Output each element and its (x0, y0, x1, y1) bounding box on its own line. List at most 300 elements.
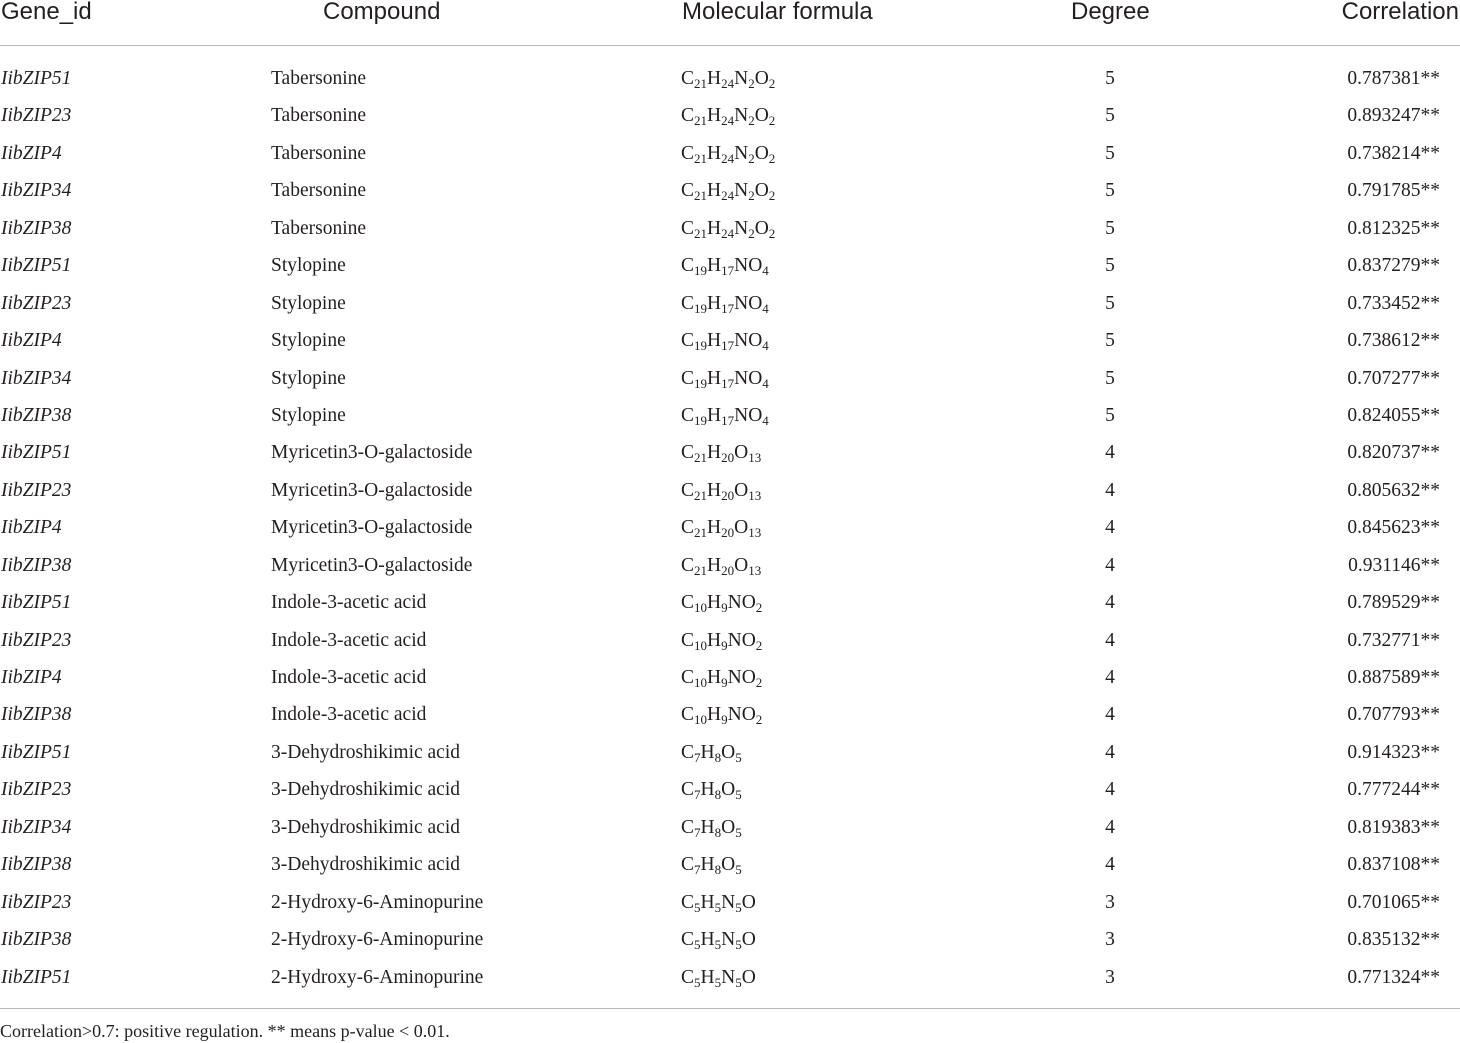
formula-subscript: 17 (721, 263, 735, 279)
gene-id-cell: IibZIP51 (1, 741, 72, 763)
formula-element: C (681, 891, 695, 913)
formula-subscript: 21 (694, 487, 708, 503)
header-molecular-formula: Molecular formula (682, 0, 873, 25)
degree-cell: 3 (1105, 929, 1115, 951)
correlation-cell: 0.887589** (1347, 667, 1440, 688)
correlation-cell: 0.805632** (1347, 479, 1440, 501)
formula-element: H (707, 629, 722, 651)
correlation-cell: 0.707277** (1347, 367, 1440, 389)
degree-cell: 5 (1105, 255, 1115, 277)
formula-element: C (681, 779, 695, 801)
formula-element: NO (734, 292, 763, 314)
correlation-cell: 0.789529** (1347, 592, 1440, 614)
degree-cell: 5 (1105, 68, 1115, 89)
formula-element: H (707, 442, 722, 464)
formula-element: O (721, 741, 736, 763)
correlation-cell: 0.701065** (1347, 891, 1440, 913)
formula-subscript: 19 (694, 300, 708, 316)
formula-subscript: 2 (748, 76, 755, 91)
molecular-formula-cell (681, 247, 769, 284)
formula-element: C (681, 330, 695, 352)
table-row (0, 397, 1460, 434)
formula-subscript: 5 (735, 749, 742, 765)
gene-id-cell: IibZIP38 (1, 554, 72, 576)
formula-subscript: 24 (721, 113, 735, 129)
table-row (0, 584, 1460, 621)
formula-subscript: 17 (721, 338, 735, 354)
formula-element: N (721, 966, 736, 988)
molecular-formula-cell (681, 771, 742, 808)
formula-element: O (734, 517, 749, 539)
formula-element: C (681, 217, 695, 239)
gene-id-cell: IibZIP4 (1, 517, 62, 539)
table-row (0, 360, 1460, 397)
formula-element: NO (734, 255, 763, 277)
correlation-cell: 0.732771** (1347, 629, 1440, 651)
molecular-formula-cell (681, 959, 756, 996)
table-row (0, 771, 1460, 808)
formula-subscript: 20 (721, 525, 735, 541)
correlation-cell: 0.738214** (1347, 142, 1440, 164)
molecular-formula-cell (681, 97, 775, 134)
formula-subscript: 5 (735, 862, 742, 878)
header-degree: Degree (1071, 0, 1150, 25)
header-compound: Compound (323, 0, 441, 25)
molecular-formula-cell (681, 846, 742, 883)
formula-subscript: 21 (694, 525, 708, 541)
formula-element: H (700, 816, 715, 838)
formula-subscript: 17 (721, 375, 735, 391)
formula-subscript: 5 (694, 899, 701, 915)
molecular-formula-cell (681, 397, 769, 434)
degree-cell: 5 (1105, 404, 1115, 426)
formula-subscript: 24 (721, 188, 735, 204)
formula-element: H (707, 517, 722, 539)
compound-cell: Myricetin3-O-galactoside (271, 517, 473, 539)
formula-subscript: 5 (735, 974, 742, 990)
compound-cell: Indole-3-acetic acid (271, 704, 427, 726)
table-row (0, 60, 1460, 97)
table-row (0, 846, 1460, 883)
gene-id-cell: IibZIP51 (1, 68, 72, 89)
correlation-cell: 0.931146** (1348, 554, 1440, 576)
gene-id-cell: IibZIP38 (1, 404, 72, 426)
formula-subscript: 21 (694, 450, 708, 466)
formula-element: N (734, 142, 749, 164)
formula-subscript: 20 (721, 450, 735, 466)
formula-subscript: 10 (694, 712, 708, 728)
gene-id-cell: IibZIP34 (1, 180, 72, 202)
formula-subscript: 21 (694, 113, 708, 129)
formula-element: C (681, 442, 695, 464)
table-row (0, 884, 1460, 921)
formula-subscript: 19 (694, 338, 708, 354)
formula-element: O (741, 891, 756, 913)
table-row (0, 547, 1460, 584)
gene-id-cell: IibZIP38 (1, 854, 72, 876)
formula-element: H (700, 854, 715, 876)
formula-subscript: 10 (694, 637, 708, 653)
compound-cell: Tabersonine (271, 68, 367, 89)
degree-cell: 5 (1105, 217, 1115, 239)
formula-subscript: 5 (714, 974, 722, 990)
correlation-cell: 0.733452** (1347, 292, 1440, 314)
formula-subscript: 2 (768, 225, 776, 241)
formula-subscript: 9 (721, 600, 728, 616)
compound-cell: Myricetin3-O-galactoside (271, 442, 473, 464)
correlation-cell: 0.837279** (1347, 255, 1440, 277)
formula-subscript: 2 (768, 150, 776, 166)
degree-cell: 5 (1105, 367, 1115, 389)
formula-element: C (681, 105, 695, 127)
gene-id-cell: IibZIP4 (1, 667, 62, 688)
formula-element: H (707, 667, 722, 688)
formula-element: NO (734, 404, 763, 426)
degree-cell: 4 (1105, 816, 1115, 838)
formula-element: H (707, 142, 722, 164)
compound-cell: Tabersonine (271, 180, 367, 202)
degree-cell: 4 (1105, 854, 1115, 876)
formula-element: C (681, 404, 695, 426)
formula-subscript: 2 (755, 675, 763, 690)
compound-cell: Tabersonine (271, 105, 367, 127)
formula-subscript: 4 (762, 263, 769, 279)
formula-subscript: 9 (721, 712, 728, 728)
formula-element: C (681, 592, 695, 614)
formula-element: C (681, 741, 695, 763)
table-row (0, 247, 1460, 284)
formula-element: H (707, 404, 722, 426)
molecular-formula-cell (681, 360, 769, 397)
table-row (0, 809, 1460, 846)
correlation-cell: 0.791785** (1347, 180, 1440, 202)
formula-subscript: 9 (721, 637, 728, 653)
formula-element: C (681, 966, 695, 988)
formula-subscript: 10 (694, 675, 708, 690)
formula-element: C (681, 629, 695, 651)
footer-rule (0, 1008, 1460, 1009)
header-gene-id: Gene_id (1, 0, 92, 25)
formula-element: O (741, 929, 756, 951)
formula-subscript: 5 (735, 937, 742, 953)
formula-subscript: 4 (762, 300, 769, 316)
formula-element: O (754, 217, 769, 239)
formula-element: O (721, 854, 736, 876)
compound-cell: 3-Dehydroshikimic acid (271, 854, 460, 876)
formula-element: N (721, 891, 736, 913)
compound-cell: 3-Dehydroshikimic acid (271, 741, 460, 763)
degree-cell: 4 (1105, 554, 1115, 576)
molecular-formula-cell (681, 622, 762, 659)
formula-element: C (681, 292, 695, 314)
gene-id-cell: IibZIP51 (1, 255, 72, 277)
molecular-formula-cell (681, 172, 775, 209)
molecular-formula-cell (681, 509, 761, 546)
formula-element: O (734, 442, 749, 464)
formula-subscript: 2 (755, 712, 763, 728)
molecular-formula-cell (681, 584, 762, 621)
formula-element: C (681, 142, 695, 164)
formula-element: H (707, 180, 722, 202)
molecular-formula-cell (681, 135, 775, 172)
formula-element: N (721, 929, 736, 951)
table-row (0, 434, 1460, 471)
formula-element: H (707, 704, 722, 726)
formula-subscript: 2 (768, 188, 776, 204)
formula-element: H (707, 217, 722, 239)
correlation-cell: 0.914323** (1347, 741, 1440, 763)
formula-element: H (707, 479, 722, 501)
molecular-formula-cell (681, 285, 769, 322)
formula-subscript: 5 (735, 787, 742, 803)
correlation-cell: 0.893247** (1347, 105, 1440, 127)
formula-subscript: 2 (748, 225, 755, 241)
formula-subscript: 7 (694, 749, 701, 765)
formula-subscript: 8 (714, 749, 722, 765)
correlation-cell: 0.845623** (1347, 517, 1440, 539)
formula-element: NO (727, 667, 756, 688)
formula-element: O (734, 479, 749, 501)
formula-subscript: 21 (694, 150, 708, 166)
gene-id-cell: IibZIP51 (1, 442, 72, 464)
degree-cell: 3 (1105, 891, 1115, 913)
table-row (0, 921, 1460, 958)
formula-subscript: 17 (721, 300, 735, 316)
formula-element: C (681, 704, 695, 726)
formula-subscript: 13 (748, 487, 762, 503)
table-row (0, 734, 1460, 771)
formula-element: H (700, 929, 715, 951)
compound-cell: Stylopine (271, 255, 346, 277)
formula-element: H (707, 330, 722, 352)
formula-subscript: 19 (694, 263, 708, 279)
degree-cell: 5 (1105, 142, 1115, 164)
compound-cell: Indole-3-acetic acid (271, 629, 427, 651)
formula-element: NO (727, 592, 756, 614)
correlation-cell: 0.820737** (1347, 442, 1440, 464)
correlation-cell: 0.835132** (1347, 929, 1440, 951)
compound-cell: Myricetin3-O-galactoside (271, 554, 473, 576)
formula-element: N (734, 68, 749, 89)
gene-id-cell: IibZIP23 (1, 891, 72, 913)
formula-subscript: 24 (721, 76, 735, 91)
compound-cell: Stylopine (271, 404, 346, 426)
correlation-cell: 0.777244** (1347, 779, 1440, 801)
formula-element: C (681, 517, 695, 539)
formula-element: O (721, 779, 736, 801)
formula-subscript: 19 (694, 375, 708, 391)
gene-id-cell: IibZIP38 (1, 929, 72, 951)
formula-subscript: 24 (721, 150, 735, 166)
table-row (0, 622, 1460, 659)
molecular-formula-cell (681, 659, 762, 696)
degree-cell: 3 (1105, 966, 1115, 988)
correlation-cell: 0.707793** (1347, 704, 1440, 726)
compound-cell: 3-Dehydroshikimic acid (271, 816, 460, 838)
correlation-cell: 0.824055** (1347, 404, 1440, 426)
formula-subscript: 5 (735, 899, 742, 915)
degree-cell: 4 (1105, 741, 1115, 763)
table-row (0, 97, 1460, 134)
table-row (0, 509, 1460, 546)
header-rule (0, 45, 1460, 46)
formula-element: H (707, 292, 722, 314)
formula-element: H (707, 554, 722, 576)
compound-cell: Tabersonine (271, 217, 367, 239)
formula-element: O (741, 966, 756, 988)
degree-cell: 4 (1105, 779, 1115, 801)
molecular-formula-cell (681, 547, 761, 584)
gene-id-cell: IibZIP23 (1, 479, 72, 501)
degree-cell: 4 (1105, 592, 1115, 614)
degree-cell: 5 (1105, 105, 1115, 127)
formula-subscript: 7 (694, 862, 701, 878)
formula-subscript: 2 (748, 113, 755, 129)
formula-element: NO (734, 330, 763, 352)
formula-subscript: 5 (714, 899, 722, 915)
formula-subscript: 10 (694, 600, 708, 616)
table-body (0, 60, 1460, 996)
formula-element: H (707, 255, 722, 277)
molecular-formula-cell (681, 734, 742, 771)
formula-element: H (707, 367, 722, 389)
formula-subscript: 4 (762, 412, 769, 428)
formula-element: NO (727, 704, 756, 726)
table-footnote: Correlation>0.7: positive regulation. ** means p-value < 0.01. (0, 1021, 450, 1041)
formula-subscript: 5 (694, 937, 701, 953)
compound-cell: Myricetin3-O-galactoside (271, 479, 473, 501)
degree-cell: 4 (1105, 442, 1115, 464)
correlation-cell: 0.738612** (1347, 330, 1440, 352)
molecular-formula-cell (681, 434, 761, 471)
molecular-formula-cell (681, 472, 761, 509)
formula-subscript: 5 (735, 824, 742, 840)
gene-id-cell: IibZIP34 (1, 816, 72, 838)
formula-element: H (707, 592, 722, 614)
molecular-formula-cell (681, 921, 756, 958)
formula-subscript: 20 (721, 562, 735, 578)
formula-element: O (734, 554, 749, 576)
formula-element: NO (734, 367, 763, 389)
molecular-formula-cell (681, 884, 756, 921)
degree-cell: 5 (1105, 330, 1115, 352)
formula-subscript: 2 (755, 600, 763, 616)
table-row (0, 696, 1460, 733)
formula-subscript: 8 (714, 787, 722, 803)
degree-cell: 4 (1105, 517, 1115, 539)
correlation-cell: 0.771324** (1347, 966, 1440, 988)
formula-subscript: 2 (755, 637, 763, 653)
degree-cell: 4 (1105, 479, 1115, 501)
molecular-formula-cell (681, 322, 769, 359)
gene-id-cell: IibZIP51 (1, 966, 72, 988)
formula-subscript: 13 (748, 525, 762, 541)
header-correlation: Correlation (1341, 0, 1459, 25)
gene-id-cell: IibZIP23 (1, 629, 72, 651)
formula-element: C (681, 479, 695, 501)
compound-cell: Stylopine (271, 330, 346, 352)
table-row (0, 172, 1460, 209)
degree-cell: 5 (1105, 180, 1115, 202)
table-row (0, 659, 1460, 696)
gene-id-cell: IibZIP51 (1, 592, 72, 614)
correlation-cell: 0.819383** (1347, 816, 1440, 838)
table-row (0, 210, 1460, 247)
formula-element: C (681, 554, 695, 576)
formula-element: C (681, 180, 695, 202)
formula-element: H (700, 891, 715, 913)
formula-subscript: 19 (694, 412, 708, 428)
compound-cell: Tabersonine (271, 142, 367, 164)
molecular-formula-cell (681, 60, 775, 97)
formula-element: H (700, 779, 715, 801)
formula-element: O (721, 816, 736, 838)
degree-cell: 5 (1105, 292, 1115, 314)
formula-element: O (754, 68, 769, 89)
formula-element: H (700, 966, 715, 988)
formula-element: C (681, 816, 695, 838)
formula-element: NO (727, 629, 756, 651)
molecular-formula-cell (681, 809, 742, 846)
gene-id-cell: IibZIP4 (1, 142, 62, 164)
formula-subscript: 20 (721, 487, 735, 503)
degree-cell: 4 (1105, 629, 1115, 651)
formula-subscript: 21 (694, 76, 708, 91)
formula-element: C (681, 255, 695, 277)
table-row (0, 135, 1460, 172)
formula-subscript: 5 (714, 937, 722, 953)
formula-element: N (734, 217, 749, 239)
formula-subscript: 4 (762, 375, 769, 391)
formula-subscript: 8 (714, 824, 722, 840)
correlation-cell: 0.787381** (1347, 68, 1440, 89)
formula-element: C (681, 854, 695, 876)
formula-element: H (707, 68, 722, 89)
table-row (0, 322, 1460, 359)
formula-subscript: 21 (694, 188, 708, 204)
compound-cell: Stylopine (271, 367, 346, 389)
formula-element: O (754, 105, 769, 127)
gene-id-cell: IibZIP38 (1, 217, 72, 239)
degree-cell: 4 (1105, 667, 1115, 688)
formula-element: C (681, 667, 695, 688)
gene-id-cell: IibZIP23 (1, 292, 72, 314)
gene-id-cell: IibZIP23 (1, 779, 72, 801)
correlation-cell: 0.812325** (1347, 217, 1440, 239)
compound-cell: Stylopine (271, 292, 346, 314)
compound-cell: Indole-3-acetic acid (271, 667, 427, 688)
formula-element: O (754, 180, 769, 202)
molecular-formula-cell (681, 696, 762, 733)
formula-subscript: 17 (721, 412, 735, 428)
compound-cell: 3-Dehydroshikimic acid (271, 779, 460, 801)
formula-element: N (734, 105, 749, 127)
formula-element: O (754, 142, 769, 164)
formula-element: H (700, 741, 715, 763)
formula-subscript: 5 (694, 974, 701, 990)
gene-id-cell: IibZIP23 (1, 105, 72, 127)
gene-id-cell: IibZIP38 (1, 704, 72, 726)
formula-element: H (707, 105, 722, 127)
formula-subscript: 21 (694, 225, 708, 241)
formula-subscript: 21 (694, 562, 708, 578)
table-row (0, 472, 1460, 509)
formula-element: C (681, 367, 695, 389)
table-row (0, 285, 1460, 322)
compound-cell: 2-Hydroxy-6-Aminopurine (271, 966, 484, 988)
formula-subscript: 9 (721, 675, 728, 690)
formula-subscript: 24 (721, 225, 735, 241)
